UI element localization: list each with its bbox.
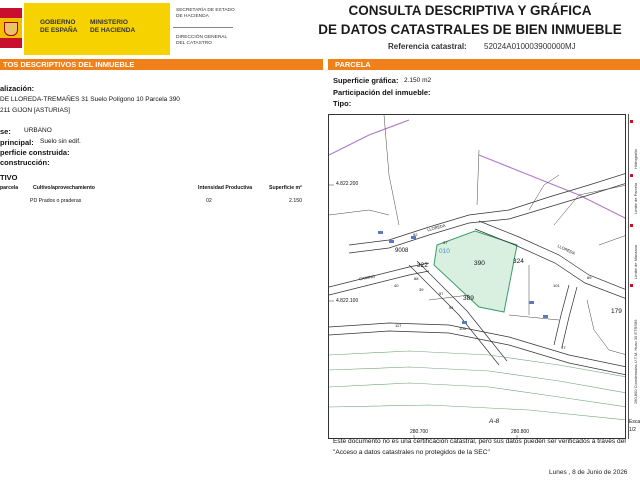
map-label-389: 389 xyxy=(463,295,474,302)
table-header-intensidad: Intensidad Productiva xyxy=(198,185,253,191)
road-east-b xyxy=(562,287,577,347)
map-small-2: 92 xyxy=(413,232,418,237)
marker-3 xyxy=(389,240,394,243)
section-bar-parcel xyxy=(328,59,640,70)
section-title-parcel: PARCELA xyxy=(335,60,371,69)
boundary-8 xyxy=(509,315,559,320)
min-line2: DE HACIENDA xyxy=(90,27,136,34)
map-label-179: 179 xyxy=(611,308,622,315)
map-small-11: 97 xyxy=(561,345,566,350)
map-label-easting-2: 280.800 xyxy=(511,429,530,435)
map-small-5: 54 xyxy=(449,305,454,310)
sec-line1: SECRETARÍA DE ESTADO xyxy=(176,8,235,13)
map-small-4: 57 xyxy=(439,291,444,296)
legend-text-3: Límite de Manzana xyxy=(633,244,638,279)
marker-1 xyxy=(378,231,383,234)
dir-line2: DEL CATASTRO xyxy=(176,41,212,46)
map-legend xyxy=(628,114,640,439)
motorway-line-3 xyxy=(329,383,626,407)
disclaimer-note: Este documento no es una certificación catastral, pero sus datos pueden ser verificados a través del "Acceso a datos catastrales no protegidos de la SEC" xyxy=(333,438,626,456)
legend-swatch-3 xyxy=(630,224,633,227)
gov-line2: DE ESPAÑA xyxy=(40,27,78,34)
uso-label: principal: xyxy=(0,138,34,147)
map-small-1: 37 xyxy=(443,240,448,245)
sec-line2: DE HACIENDA xyxy=(176,14,209,19)
map-small-8: 106 xyxy=(459,326,466,331)
map-small-7: 39 xyxy=(419,287,424,292)
road-east-a xyxy=(554,285,569,345)
min-line1: MINISTERIO xyxy=(90,19,128,26)
map-label-322: 322 xyxy=(417,262,428,269)
marker-6 xyxy=(543,315,548,318)
road-purple-north xyxy=(329,120,409,155)
map-label-324: 324 xyxy=(513,258,524,265)
boundary-5 xyxy=(554,185,626,225)
map-label-motorway: A-8 xyxy=(489,418,500,425)
boundary-6 xyxy=(599,235,626,245)
map-label-northing-1: 4.822.200 xyxy=(336,181,359,187)
legend-swatch-4 xyxy=(630,284,633,287)
ref-value: 52024A010003900000MJ xyxy=(484,42,576,51)
location-line1: DE LLOREDA-TREMAÑES 31 Suelo Polígono 10 Parcela 390 xyxy=(0,96,180,103)
scale-value: 1/2 xyxy=(629,427,636,433)
legend-swatch-2 xyxy=(630,174,633,177)
superficie-construida-label: perficie construida: xyxy=(0,148,70,157)
cultivo-section-label: TIVO xyxy=(0,173,18,182)
location-line2: 211 GIJON [ASTURIAS] xyxy=(0,107,70,114)
participacion-label: Participación del inmueble: xyxy=(333,88,431,97)
anio-construccion-label: construcción: xyxy=(0,158,50,167)
legend-text-coords: 280,800 Coordenadas U.T.M. Huso 30 ETRS89 xyxy=(633,319,638,404)
map-label-northing-2: 4.822.100 xyxy=(336,298,359,304)
tipo-label: Tipo: xyxy=(333,99,352,108)
legend-text-2: Límite de Parcela xyxy=(633,182,638,214)
document-date: Lunes , 8 de Junio de 2026 xyxy=(549,469,628,476)
map-small-12: 89 xyxy=(587,275,592,280)
gov-line1: GOBIERNO xyxy=(40,19,76,26)
road-south-a xyxy=(329,323,626,367)
uso-value: Suelo sin edif. xyxy=(40,138,81,145)
table-header-superficie: Superficie m² xyxy=(269,185,302,191)
boundary-3 xyxy=(329,210,389,215)
superficie-grafica-value: 2.150 m2 xyxy=(404,77,432,84)
page-title-line1: CONSULTA DESCRIPTIVA Y GRÁFICA xyxy=(348,3,592,18)
section-bar-descriptive xyxy=(0,59,323,70)
marker-4 xyxy=(462,321,467,324)
superficie-grafica-label: Superficie gráfica: xyxy=(333,76,399,85)
map-label-street-1: LLOREDA xyxy=(426,222,447,233)
marker-5 xyxy=(529,301,534,304)
ref-label: Referencia catastral: xyxy=(388,42,467,51)
cadastral-map xyxy=(328,114,626,439)
header-divider xyxy=(173,27,233,28)
road-purple-east xyxy=(479,155,626,219)
dir-line1: DIRECCIÓN GENERAL xyxy=(176,35,228,40)
table-header-cultivo: Cultivo/aprovechamiento xyxy=(33,185,95,191)
legend-swatch-1 xyxy=(630,120,633,123)
clase-label: se: xyxy=(0,127,11,136)
map-small-6: 40 xyxy=(394,283,399,288)
section-title-descriptive: TOS DESCRIPTIVOS DEL INMUEBLE xyxy=(3,60,135,69)
table-cell-intensidad: 02 xyxy=(206,198,212,204)
parcel-number-label: 390 xyxy=(474,260,485,267)
boundary-2 xyxy=(477,150,479,205)
map-label-easting-1: 280.700 xyxy=(410,429,429,435)
boundary-4 xyxy=(529,175,559,210)
map-small-3: 88 xyxy=(414,276,419,281)
parcel-top-label: 010 xyxy=(439,248,450,255)
page-title-line2: DE DATOS CATASTRALES DE BIEN INMUEBLE xyxy=(318,22,622,37)
spain-flag-logo xyxy=(0,8,22,48)
map-small-9: 117 xyxy=(395,323,402,328)
table-cell-cultivo: PD Prados o praderas xyxy=(30,198,82,204)
map-label-9008: 9008 xyxy=(395,248,409,254)
table-header-parcela: parcela xyxy=(0,185,19,191)
motorway-line-1 xyxy=(329,351,626,377)
road-camino-a xyxy=(329,263,429,287)
motorway-line-2 xyxy=(329,367,626,393)
location-label: alización: xyxy=(0,84,35,93)
map-small-10: 101 xyxy=(553,283,560,288)
clase-value: URBANO xyxy=(24,127,52,134)
scale-label: Esca xyxy=(629,419,640,425)
map-label-street-2: CAMINO xyxy=(358,273,376,282)
boundary-1 xyxy=(384,115,399,225)
table-cell-superficie: 2.150 xyxy=(289,198,302,204)
motorway-line-4 xyxy=(329,405,626,420)
map-label-street-3: LLOREDA xyxy=(556,243,576,256)
legend-text-1: Hidrografía xyxy=(633,149,638,169)
